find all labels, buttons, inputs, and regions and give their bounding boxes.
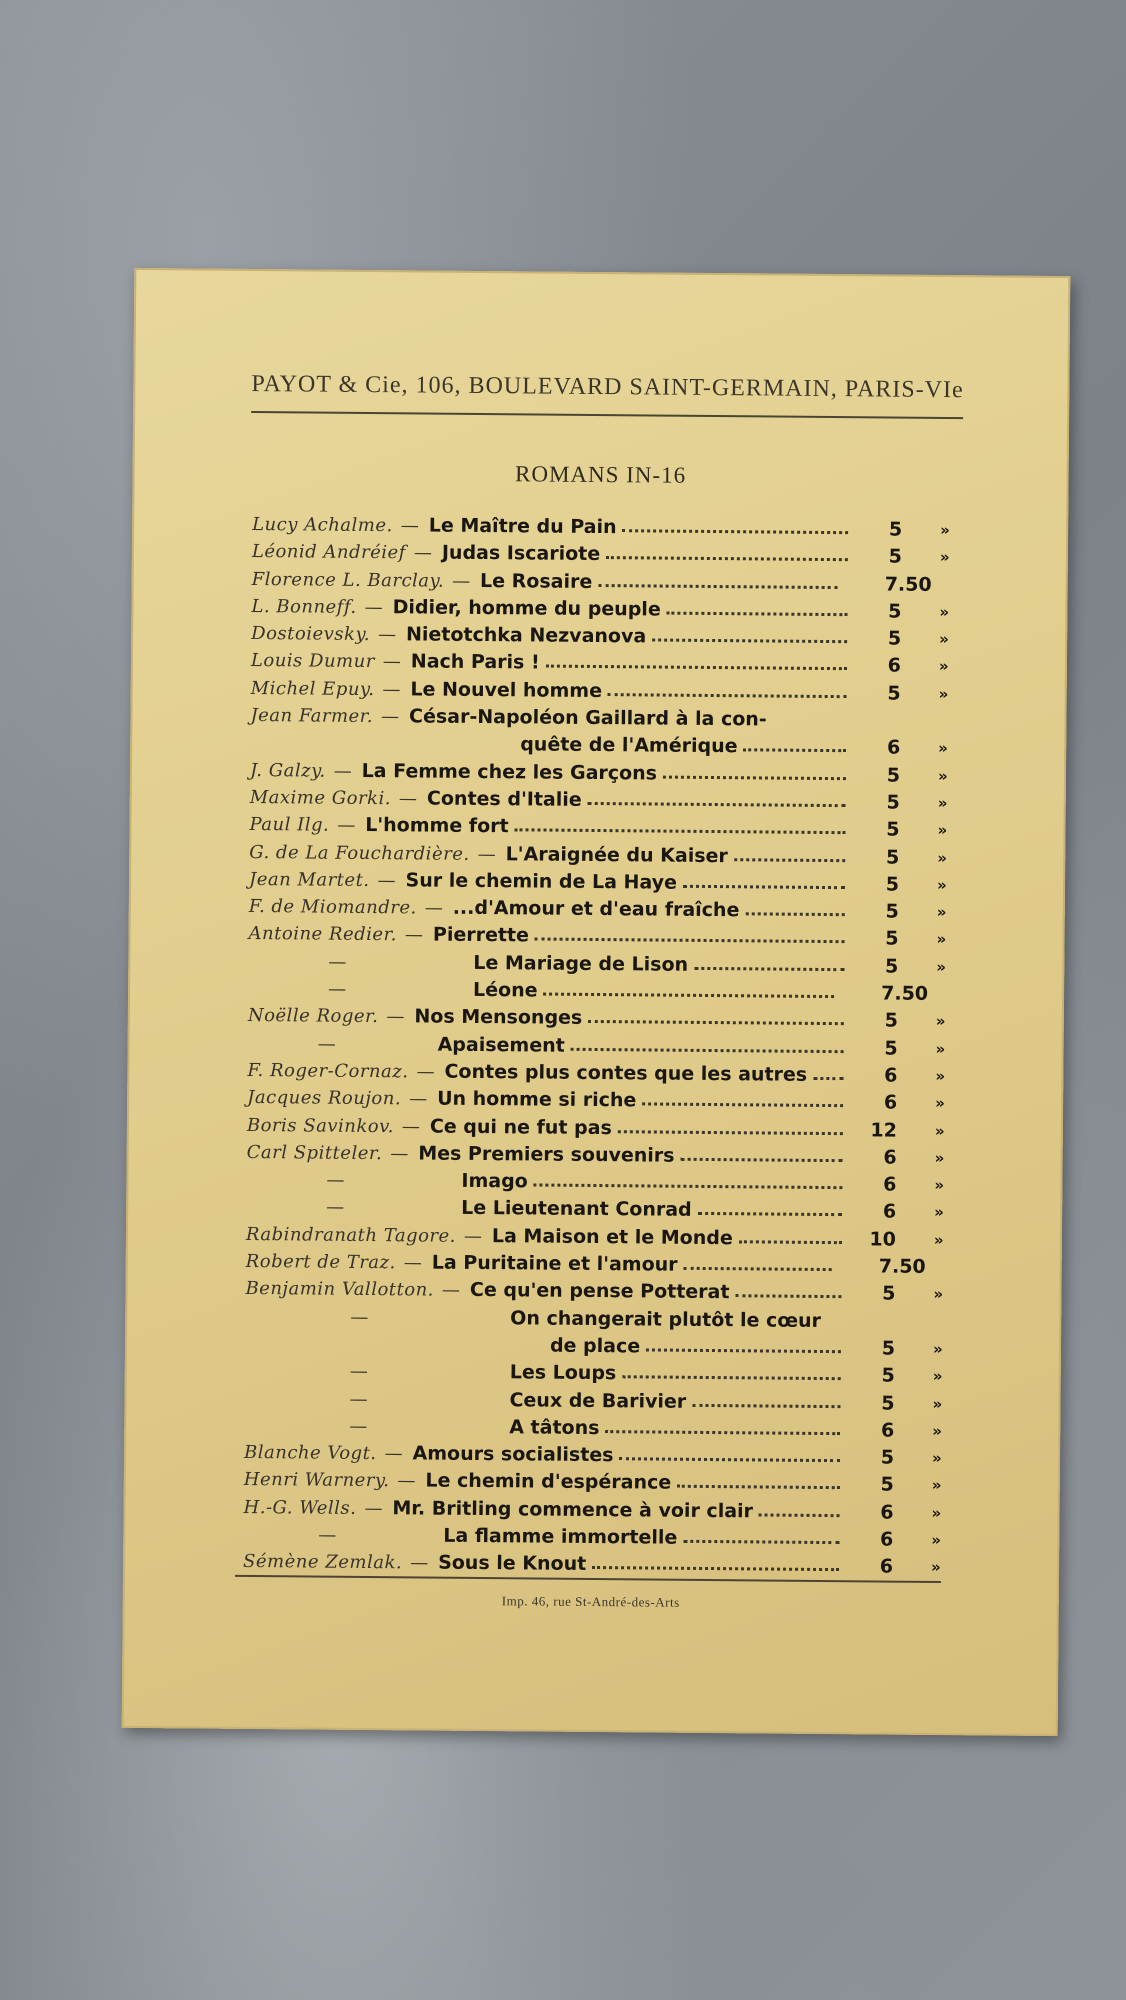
entry-price: 6 xyxy=(886,736,901,760)
ditto-dash: — xyxy=(318,1524,337,1546)
entry-dash: — xyxy=(477,843,496,865)
entry-price: 5 xyxy=(885,873,900,896)
entry-dash: — xyxy=(380,706,400,728)
entry-title: Judas Iscariote xyxy=(441,541,601,566)
ditto-dash: — xyxy=(349,1388,368,1410)
entry-author: G. de La Fouchardière. xyxy=(249,841,470,865)
ditto-dash: — xyxy=(326,1169,345,1191)
entry-dash: — xyxy=(390,1143,409,1165)
leader-dots xyxy=(571,1020,844,1052)
entry-title: Le chemin d'espérance xyxy=(425,1469,672,1495)
price-unit: » xyxy=(936,903,947,922)
entry-author: Maxime Gorki. xyxy=(249,786,392,810)
entry-title: de place xyxy=(549,1334,641,1358)
entry-author: Dostoievsky. xyxy=(251,623,371,646)
price-unit: » xyxy=(935,1066,946,1085)
leader-dots xyxy=(683,858,845,889)
leader-dots xyxy=(622,1348,841,1380)
leader-dots xyxy=(534,1157,843,1190)
entry-price: 10 xyxy=(869,1228,897,1251)
entry-author: Paul Ilg. xyxy=(249,814,330,836)
entry-title: Ceux de Barivier xyxy=(509,1388,687,1413)
price-unit: » xyxy=(936,875,947,894)
entry-price: 5 xyxy=(886,791,900,814)
entry-dash: — xyxy=(364,1497,383,1519)
entry-price: 6 xyxy=(879,1555,894,1578)
entry-title: Les Loups xyxy=(509,1361,617,1385)
entry-dash: — xyxy=(410,1552,429,1574)
entry-price: 6 xyxy=(882,1200,897,1224)
leader-dots xyxy=(515,802,846,835)
entry-dash: — xyxy=(441,1279,461,1302)
entry-title: Mes Premiers souvenirs xyxy=(418,1142,675,1167)
entry-price: 6 xyxy=(883,1173,897,1196)
entry-dash: — xyxy=(463,1225,483,1247)
price-unit: » xyxy=(938,739,949,758)
entry-title: Contes d'Italie xyxy=(426,787,582,811)
entry-title: A tâtons xyxy=(509,1416,600,1439)
entry-price: 5 xyxy=(884,1037,898,1060)
entry-price: 6 xyxy=(883,1146,897,1169)
entry-author: L. Bonneff. xyxy=(251,595,357,618)
entry-price: 5 xyxy=(887,682,901,705)
entry-title: Le Lieutenant Conrad xyxy=(461,1197,692,1222)
entry-author: Sémène Zemlak. xyxy=(243,1551,403,1574)
entry-author: Benjamin Vallotton. xyxy=(245,1278,435,1301)
entry-price: 5 xyxy=(888,600,902,623)
price-unit: » xyxy=(938,684,949,703)
entry-title: Nach Paris ! xyxy=(410,650,540,674)
leader-dots xyxy=(677,1458,840,1489)
price-unit: » xyxy=(931,1558,941,1577)
entry-title: Contes plus contes que les autres xyxy=(444,1060,808,1086)
entry-title: quête de l'Amérique xyxy=(520,733,738,758)
entry-price: 5 xyxy=(881,1364,895,1387)
entry-author: Henri Warnery. xyxy=(243,1469,390,1492)
entry-title: César-Napoléon Gaillard à la con- xyxy=(408,705,767,731)
entry-dash: — xyxy=(413,542,432,564)
entry-price: 5 xyxy=(885,846,900,869)
entry-title: La flamme immortelle xyxy=(443,1524,678,1549)
leader-dots xyxy=(592,1539,839,1571)
entry-title: ...d'Amour et d'eau fraîche xyxy=(452,896,740,922)
entry-price: 6 xyxy=(880,1501,894,1524)
leader-dots xyxy=(608,666,847,698)
entry-dash: — xyxy=(382,651,401,673)
entry-author: F. Roger-Cornaz. xyxy=(247,1059,409,1083)
entry-title: Un homme si riche xyxy=(437,1087,637,1112)
entry-title: Mr. Britling commence à voir clair xyxy=(392,1496,754,1523)
entry-price: 5 xyxy=(881,1392,895,1415)
entry-title: Amours socialistes xyxy=(412,1442,614,1467)
entry-dash: — xyxy=(397,1470,416,1492)
entry-author: Jacques Roujon. xyxy=(247,1087,402,1110)
ditto-dash: — xyxy=(326,1197,345,1219)
entry-title: Imago xyxy=(461,1169,528,1193)
price-unit: » xyxy=(937,848,948,867)
ditto-dash: — xyxy=(317,1033,336,1055)
price-unit: » xyxy=(932,1339,943,1358)
entry-price: 5 xyxy=(884,1009,898,1032)
entry-title: La Puritaine et l'amour xyxy=(431,1251,678,1276)
price-unit: » xyxy=(934,1148,945,1167)
entry-author: Lucy Achalme. xyxy=(252,513,393,537)
entry-author: J. Galzy. xyxy=(249,759,326,782)
entry-price: 5 xyxy=(885,900,899,923)
ditto-dash: — xyxy=(349,1415,368,1437)
leader-dots xyxy=(598,557,838,589)
entry-title: Sous le Knout xyxy=(438,1551,587,1576)
price-unit: » xyxy=(931,1449,942,1468)
entry-price: 7.50 xyxy=(884,573,932,596)
entry-dash: — xyxy=(424,897,443,919)
entry-author: Robert de Traz. xyxy=(245,1250,396,1274)
entry-price: 5 xyxy=(886,818,900,841)
price-unit: » xyxy=(932,1421,943,1440)
entry-title: La Femme chez les Garçons xyxy=(361,759,658,785)
entry-dash: — xyxy=(377,869,396,892)
entry-title: Le Rosaire xyxy=(479,569,593,593)
entry-dash: — xyxy=(364,596,383,619)
price-unit: » xyxy=(933,1230,944,1249)
leader-dots xyxy=(684,1240,832,1271)
price-unit: » xyxy=(931,1530,942,1550)
price-unit: » xyxy=(939,548,950,567)
price-unit: » xyxy=(936,930,947,949)
entry-author: Michel Epuy. xyxy=(250,677,375,700)
entry-price: 6 xyxy=(880,1419,895,1442)
book-back-cover xyxy=(122,268,1071,1736)
price-unit: » xyxy=(931,1476,942,1495)
price-unit: » xyxy=(937,821,948,840)
price-unit: » xyxy=(938,657,949,676)
entry-price: 5 xyxy=(888,518,903,541)
entry-price: 6 xyxy=(887,655,902,678)
entry-title: Apaisement xyxy=(437,1033,565,1057)
price-unit: » xyxy=(937,766,948,785)
entry-dash: — xyxy=(409,1088,428,1110)
printer-imprint: Imp. 46, rue St-André-des-Arts xyxy=(501,1593,680,1610)
price-unit: » xyxy=(934,1176,945,1195)
entry-dash: — xyxy=(377,624,397,646)
entry-dash: — xyxy=(337,815,356,837)
price-unit: » xyxy=(937,793,948,813)
ditto-dash: — xyxy=(349,1361,368,1383)
entry-author: Jean Farmer. xyxy=(250,705,374,728)
entry-title: Le Nouvel homme xyxy=(410,678,603,702)
entry-dash: — xyxy=(404,924,424,946)
entry-price: 6 xyxy=(883,1091,898,1114)
price-unit: » xyxy=(935,1094,945,1113)
entry-dash: — xyxy=(398,788,418,810)
entry-title: L'homme fort xyxy=(365,814,509,838)
entry-dash: — xyxy=(401,1115,420,1137)
price-unit: » xyxy=(939,630,949,649)
entry-author: Jean Martet. xyxy=(248,868,370,891)
entry-author: Blanche Vogt. xyxy=(243,1442,377,1465)
entry-price: 7.50 xyxy=(881,982,929,1005)
ditto-dash: — xyxy=(350,1306,369,1328)
entry-author: Florence L. Barclay. xyxy=(251,568,445,592)
price-unit: » xyxy=(934,1121,945,1140)
price-unit: » xyxy=(931,1503,942,1522)
price-unit: » xyxy=(939,602,950,621)
entry-price: 5 xyxy=(880,1446,895,1469)
price-unit: » xyxy=(940,520,950,540)
price-unit: » xyxy=(935,1012,946,1031)
ditto-dash: — xyxy=(328,951,347,973)
leader-dots xyxy=(698,1185,843,1216)
entry-title: L'Araignée du Kaiser xyxy=(505,842,728,867)
publisher-line: PAYOT & Cie, 106, BOULEVARD SAINT-GERMAIN, PARIS-VIe xyxy=(251,370,964,404)
leader-dots xyxy=(619,1430,840,1462)
header-rule xyxy=(251,411,963,419)
entry-dash: — xyxy=(452,570,471,592)
entry-dash: — xyxy=(386,1006,405,1028)
entry-author: Carl Spitteler. xyxy=(246,1141,383,1164)
entry-price: 5 xyxy=(885,927,899,951)
price-unit: » xyxy=(932,1367,943,1386)
entry-author: Noëlle Roger. xyxy=(247,1005,379,1028)
entry-price: 5 xyxy=(880,1473,894,1497)
entry-price: 5 xyxy=(887,627,902,650)
entry-author: Boris Savinkov. xyxy=(246,1114,394,1137)
entry-title: Didier, homme du peuple xyxy=(392,596,661,621)
entry-price: 5 xyxy=(884,955,899,978)
price-unit: » xyxy=(934,1203,944,1222)
entry-dash: — xyxy=(333,760,352,782)
entry-author: F. de Miomandre. xyxy=(248,896,417,919)
entry-price: 5 xyxy=(886,764,901,787)
price-unit: » xyxy=(933,1285,944,1304)
entry-price: 12 xyxy=(870,1118,897,1142)
entry-title: Nos Mensonges xyxy=(414,1005,583,1030)
entry-author: H.-G. Wells. xyxy=(243,1496,357,1519)
ditto-dash: — xyxy=(328,978,347,1000)
price-unit: » xyxy=(936,957,947,976)
entry-title: Ce qui ne fut pas xyxy=(429,1115,612,1139)
entry-title: Léone xyxy=(473,978,538,1002)
entry-price: 5 xyxy=(888,545,902,568)
entry-title: Nietotchka Nezvanova xyxy=(405,623,647,648)
entry-dash: — xyxy=(382,678,401,701)
entry-author: Léonid Andréief xyxy=(251,541,406,564)
entry-title: Le Maître du Pain xyxy=(428,514,617,539)
entry-author: Louis Dumur xyxy=(250,650,375,673)
entry-price: 5 xyxy=(882,1282,896,1305)
catalog-list xyxy=(243,511,972,1582)
entry-title: La Maison et le Monde xyxy=(491,1224,733,1249)
leader-dots xyxy=(618,1103,843,1135)
entry-price: 7.50 xyxy=(878,1255,926,1278)
entry-price: 6 xyxy=(879,1528,894,1551)
entry-title: Ce qu'en pense Potterat xyxy=(469,1279,730,1304)
entry-title: On changerait plutôt le cœur xyxy=(510,1306,822,1332)
price-unit: » xyxy=(932,1394,943,1413)
entry-title: Le Mariage de Lison xyxy=(473,951,689,976)
price-unit: » xyxy=(935,1039,946,1058)
entry-price: 5 xyxy=(881,1337,896,1360)
entry-title: Sur le chemin de La Haye xyxy=(405,869,678,894)
section-title: ROMANS IN-16 xyxy=(514,461,687,488)
entry-dash: — xyxy=(416,1061,435,1083)
entry-dash: — xyxy=(384,1443,403,1465)
leader-dots xyxy=(535,911,845,944)
entry-dash: — xyxy=(403,1252,422,1274)
entry-dash: — xyxy=(400,515,419,537)
entry-price: 6 xyxy=(884,1064,898,1087)
entry-author: Antoine Redier. xyxy=(248,923,398,946)
entry-author: Rabindranath Tagore. xyxy=(245,1223,457,1247)
entry-title: Pierrette xyxy=(432,924,530,947)
